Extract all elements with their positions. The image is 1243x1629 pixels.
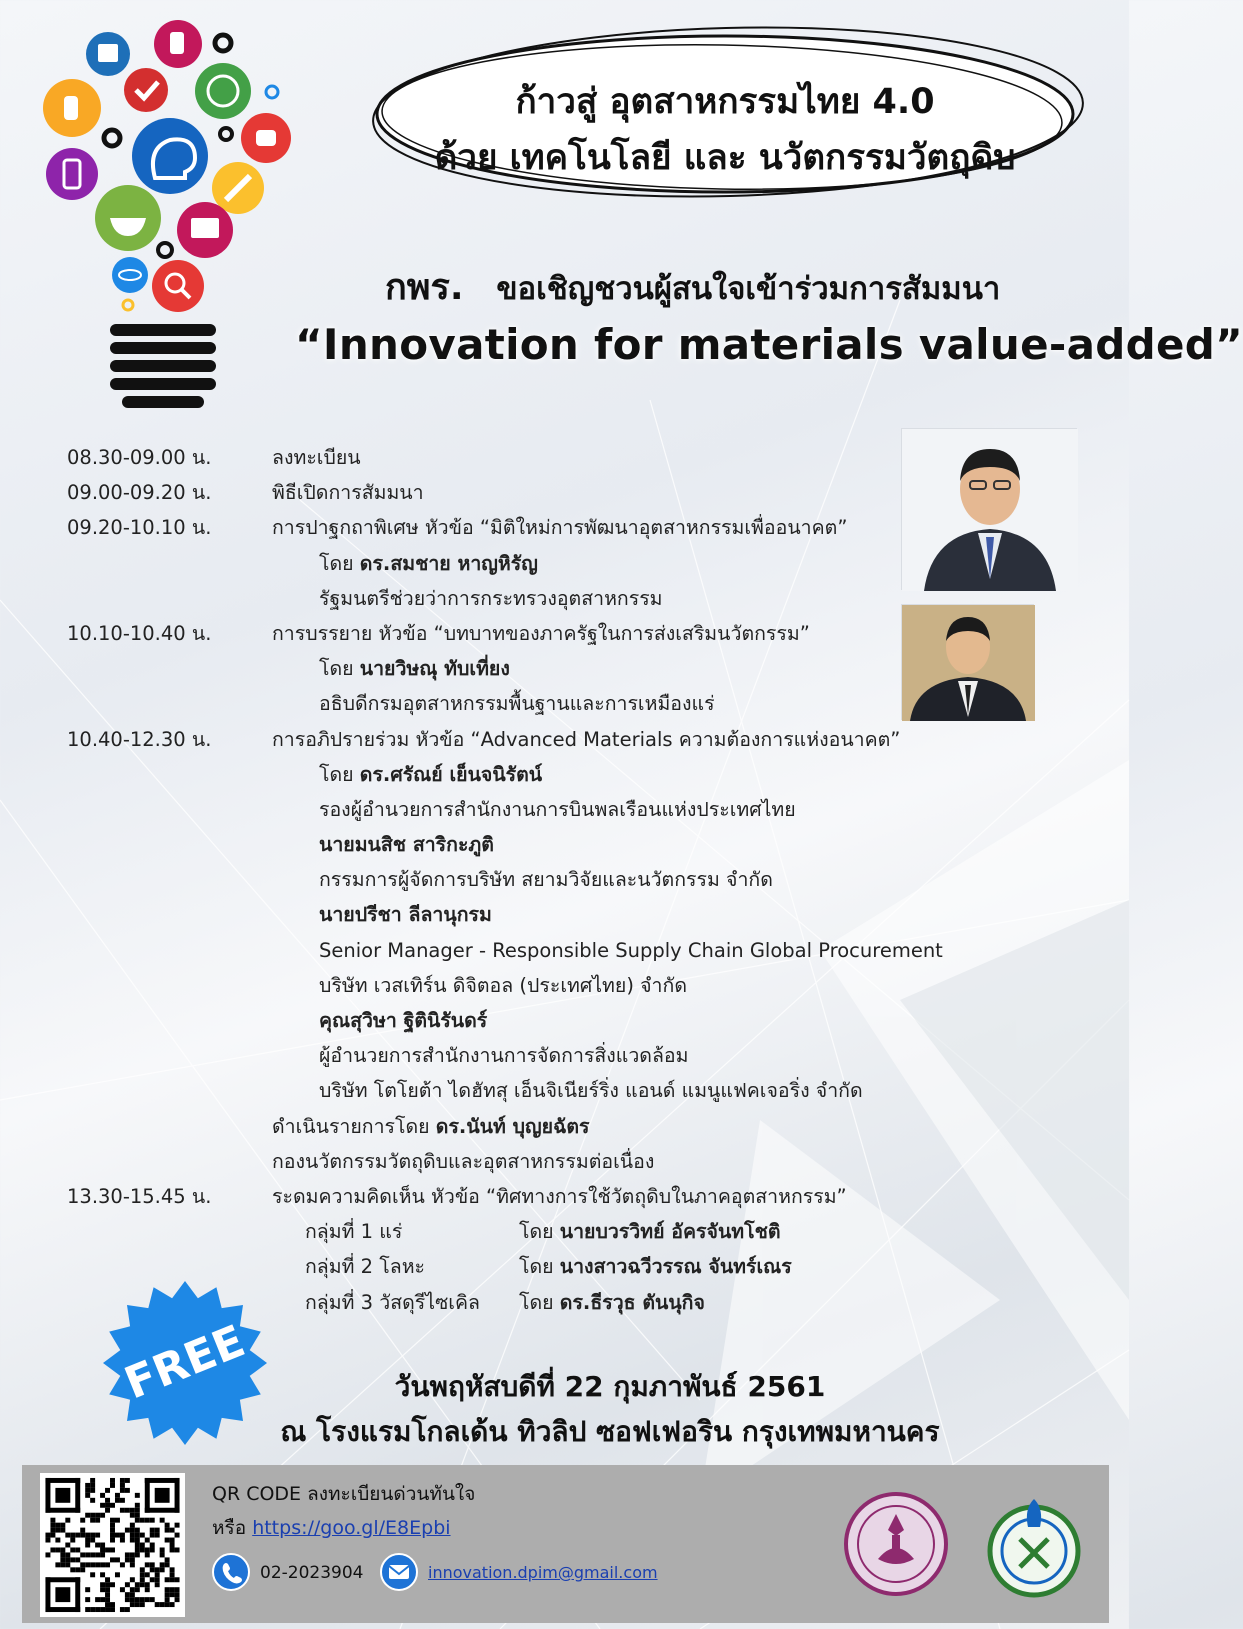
speaker-title-row bbox=[67, 581, 957, 616]
speaker-title: บริษัท เวสเทิร์น ดิจิตอล (ประเทศไทย) จำกัด bbox=[319, 973, 687, 997]
speaker-name: นายปรีชา ลีลานุกรม bbox=[319, 903, 492, 927]
schedule-row bbox=[67, 440, 957, 475]
speaker-title: รองผู้อำนวยการสำนักงานการบินพลเรือนแห่งประเทศไทย bbox=[319, 797, 796, 821]
by-label: โดย bbox=[519, 1255, 554, 1279]
lightbulb-icon-cluster bbox=[30, 18, 320, 428]
speaker-row bbox=[67, 757, 957, 792]
speaker-row bbox=[67, 827, 957, 862]
speaker-title-row bbox=[67, 792, 957, 827]
schedule-item: การบรรยาย หัวข้อ “บทบาทของภาครัฐในการส่งเสริมนวัตกรรม” bbox=[272, 621, 810, 645]
speaker-title-row bbox=[67, 1073, 957, 1108]
qr-register-text: QR CODE ลงทะเบียนด่วนทันใจ bbox=[212, 1483, 476, 1505]
invitation-line bbox=[385, 258, 1105, 315]
invitation-text: ขอเชิญชวนผู้สนใจเข้าร่วมการสัมมนา bbox=[496, 271, 1001, 307]
group-leader: นายบวรวิทย์ อัครจันทโชติ bbox=[559, 1220, 781, 1244]
schedule-item: การอภิปรายร่วม หัวข้อ “Advanced Materials ความต้องการแห่งอนาคต” bbox=[272, 727, 901, 751]
speaker-name: ดร.สมชาย หาญหิรัญ bbox=[359, 551, 538, 575]
moderator-row bbox=[67, 1109, 957, 1144]
speaker-title-row bbox=[67, 968, 957, 1003]
speaker-row bbox=[67, 897, 957, 932]
speaker-name: นายวิษณุ ทับเที่ยง bbox=[359, 657, 510, 681]
speaker-title: Senior Manager - Responsible Supply Chain Global Procurement bbox=[319, 938, 943, 962]
organizer-abbrev: กพร. bbox=[385, 267, 464, 308]
bulb-base-icon bbox=[110, 324, 216, 408]
schedule-row bbox=[67, 510, 957, 545]
speaker-photo-1 bbox=[901, 428, 1077, 590]
magnifier-icon bbox=[152, 260, 204, 312]
speaker-title-row bbox=[67, 686, 957, 721]
speaker-photo-2 bbox=[901, 604, 1034, 720]
footer-bar bbox=[22, 1465, 1109, 1623]
person-icon bbox=[902, 605, 1035, 721]
headline-line-2: ด้วย เทคโนโลยี และ นวัตกรรมวัตถุดิบ bbox=[434, 138, 1016, 178]
speaker-title: บริษัท โตโยต้า ไดฮัทสุ เอ็นจิเนียร์ริ่ง แอนด์ แมนูแฟคเจอริ่ง จำกัด bbox=[319, 1079, 863, 1103]
ministry-seal-icon bbox=[842, 1469, 950, 1619]
gear-icon bbox=[104, 130, 120, 146]
globe-icon bbox=[195, 63, 251, 119]
free-badge-label: FREE bbox=[117, 1315, 252, 1410]
speaker-title: อธิบดีกรมอุตสาหกรรมพื้นฐานและการเหมืองแร่ bbox=[319, 692, 715, 716]
schedule-time: 10.40-12.30 น. bbox=[67, 727, 212, 751]
by-label: โดย bbox=[319, 762, 354, 786]
atom-icon bbox=[112, 257, 148, 293]
group-leader: นางสาวฉวีวรรณ จันทร์เณร bbox=[559, 1255, 792, 1279]
gear-icon bbox=[215, 35, 231, 51]
speaker-title-row bbox=[67, 862, 957, 897]
schedule-time: 08.30-09.00 น. bbox=[67, 446, 212, 469]
phone-icon bbox=[212, 1553, 250, 1591]
seminar-title: “Innovation for materials value-added” bbox=[295, 320, 1243, 369]
phone-number: 02-2023904 bbox=[260, 1563, 364, 1583]
moderator-label: ดำเนินรายการโดย bbox=[272, 1114, 430, 1138]
dpim-logo-icon bbox=[982, 1471, 1086, 1617]
or-label: หรือ bbox=[212, 1517, 247, 1539]
group-label: กลุ่มที่ 3 วัสดุรีไซเคิล bbox=[305, 1290, 480, 1314]
speaker-title: กรรมการผู้จัดการบริษัท สยามวิจัยและนวัตกรรม จำกัด bbox=[319, 868, 773, 892]
qr-code-icon[interactable] bbox=[40, 1473, 185, 1617]
schedule-row bbox=[67, 722, 957, 757]
email-link[interactable]: innovation.dpim@gmail.com bbox=[428, 1563, 658, 1582]
speaker-row bbox=[67, 1003, 957, 1038]
event-venue: ณ โรงแรมโกลเด้น ทิวลิป ซอฟเฟอริน กรุงเทพมหานคร bbox=[280, 1415, 940, 1448]
smartphone-icon bbox=[46, 148, 98, 200]
speaker-name: นายมนสิช สาริกะภูติ bbox=[319, 833, 494, 857]
speaker-row bbox=[67, 546, 957, 581]
by-label: โดย bbox=[519, 1220, 554, 1244]
event-date: วันพฤหัสบดีที่ 22 กุมภาพันธ์ 2561 bbox=[394, 1370, 826, 1403]
checkmark-icon bbox=[124, 68, 168, 112]
speaker-title: รัฐมนตรีช่วยว่าการกระทรวงอุตสาหกรรม bbox=[319, 586, 663, 610]
group-label: กลุ่มที่ 1 แร่ bbox=[305, 1220, 403, 1244]
mail-icon bbox=[380, 1553, 418, 1591]
moderator-unit-row bbox=[67, 1144, 957, 1179]
schedule-row bbox=[67, 616, 957, 651]
speaker-row bbox=[67, 651, 957, 686]
schedule-item: ระดมความคิดเห็น หัวข้อ “ทิศทางการใช้วัตถุดิบในภาคอุตสาหกรรม” bbox=[272, 1184, 847, 1208]
headline-oval bbox=[360, 22, 1090, 207]
speaker-name: คุณสุวิษา ฐิตินิรันดร์ bbox=[319, 1009, 488, 1032]
speaker-title: ผู้อำนวยการสำนักงานการจัดการสิ่งแวดล้อม bbox=[319, 1044, 689, 1068]
by-label: โดย bbox=[319, 657, 354, 681]
schedule-row bbox=[67, 1179, 957, 1214]
by-label: โดย bbox=[519, 1290, 554, 1314]
headline-line-1: ก้าวสู่ อุตสาหกรรมไทย 4.0 bbox=[515, 82, 935, 122]
speaker-name: ดร.ศรัณย์ เย็นจนิรัตน์ bbox=[359, 762, 543, 786]
by-label: โดย bbox=[319, 551, 354, 575]
schedule-time: 10.10-10.40 น. bbox=[67, 621, 212, 645]
schedule-time: 09.20-10.10 น. bbox=[67, 516, 212, 540]
speaker-title-row bbox=[67, 933, 957, 968]
group-row bbox=[67, 1214, 957, 1249]
schedule-row bbox=[67, 475, 957, 510]
schedule bbox=[67, 440, 957, 1320]
group-label: กลุ่มที่ 2 โลหะ bbox=[305, 1255, 426, 1279]
speaker-title-row bbox=[67, 1038, 957, 1073]
register-link[interactable]: https://goo.gl/E8Epbi bbox=[252, 1517, 451, 1539]
link-row bbox=[212, 1513, 451, 1543]
schedule-item: การปาฐกถาพิเศษ หัวข้อ “มิติใหม่การพัฒนาอุตสาหกรรมเพื่ออนาคต” bbox=[272, 516, 848, 540]
group-leader: ดร.ธีรวุธ ตันนุกิจ bbox=[559, 1290, 705, 1314]
moderator-name: ดร.นันท์ บุญยฉัตร bbox=[435, 1114, 590, 1138]
schedule-item: พิธีเปิดการสัมมนา bbox=[272, 481, 424, 505]
schedule-time: 13.30-15.45 น. bbox=[67, 1184, 212, 1208]
moderator-unit: กองนวัตกรรมวัตถุดิบและอุตสาหกรรมต่อเนื่อง bbox=[272, 1149, 655, 1173]
person-icon bbox=[902, 429, 1078, 591]
schedule-item: ลงทะเบียน bbox=[272, 446, 361, 469]
schedule-time: 09.00-09.20 น. bbox=[67, 481, 212, 505]
